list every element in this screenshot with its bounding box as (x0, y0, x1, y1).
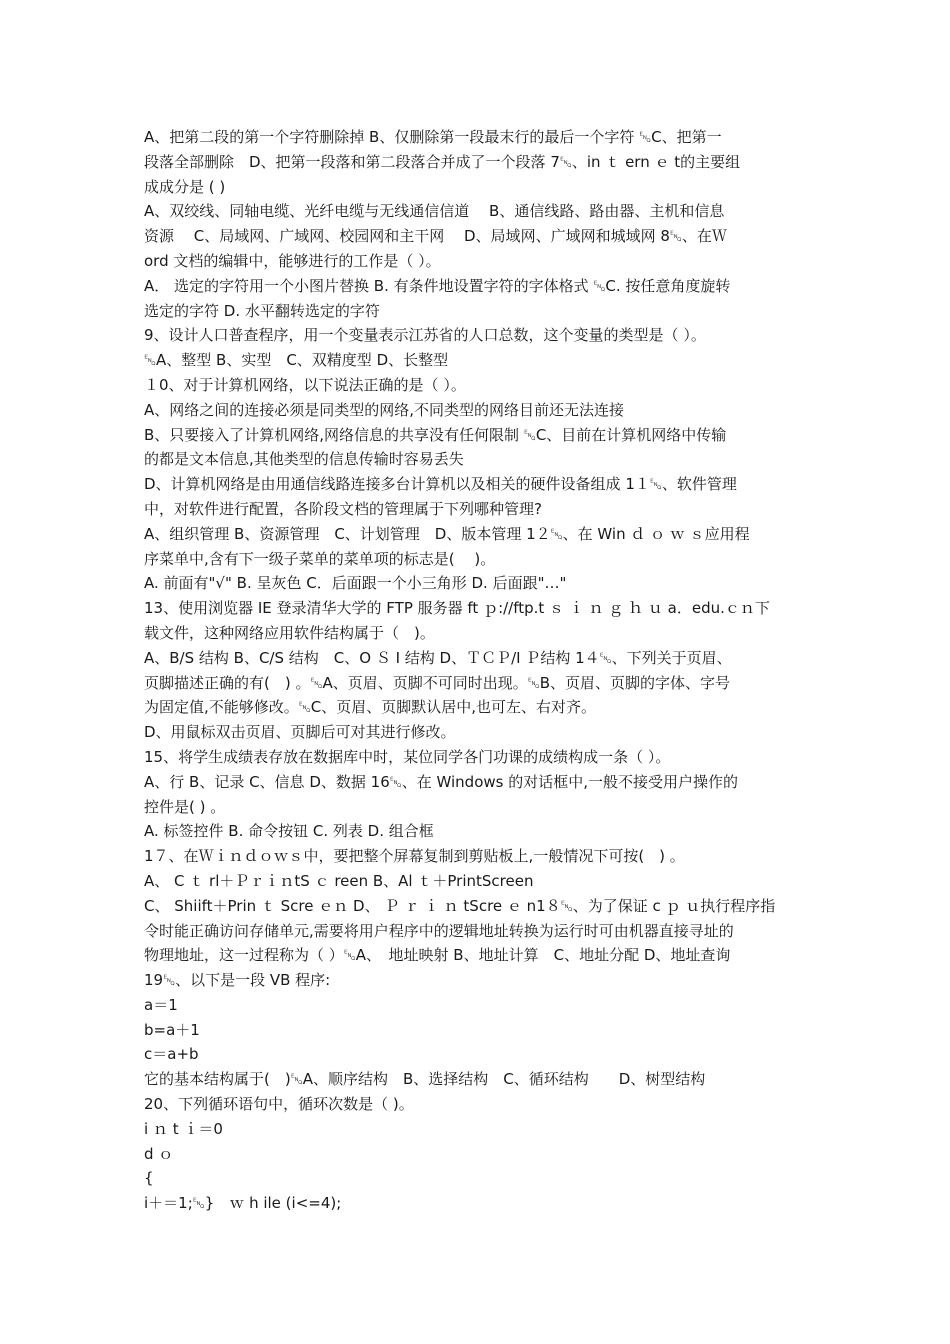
text-line: 令时能正确访问存储单元,需要将用户程序中的逻辑地址转换为运行时可由机器直接寻址的 (144, 921, 734, 940)
code-line: b=a＋1 (144, 1020, 200, 1039)
text-line: A. 前面有"√" B. 呈灰色 C．后面跟一个小三角形 D. 后面跟"…" (144, 574, 567, 593)
code-line: c＝a+b (144, 1045, 199, 1064)
text-line: 成成分是 ( ) (144, 177, 226, 196)
code-line: i ｎ t ｉ＝0 (144, 1119, 223, 1138)
text-line-ftp-url: 13、使用浏览器 IE 登录清华大学的 FTP 服务器 ft ｐ://ftp.t ｓ ｉ ｎ ｇ ｈ ｕ a．edu.ｃｎ下 (144, 599, 770, 618)
text-line: D、计算机网络是由用通信线路连接多台计算机以及相关的硬件设备组成 1１␅、软件管理 (144, 475, 737, 494)
text-line: 资源 C、局域网、广域网、校园网和主干网 D、局域网、广域网和城域网 8␅、在Ｗ (144, 227, 727, 246)
text-line: 20、下列循环语句中，循环次数是（ )。 (144, 1095, 414, 1114)
text-line: 15、将学生成绩表存放在数据库中时，某位同学各门功课的成绩构成一条（ ）。 (144, 747, 671, 766)
text-line: 物理地址，这一过程称为（ ）␅A、 地址映射 B、地址计算 C、地址分配 D、地址查询 (144, 946, 731, 965)
text-line: A、 C ｔ rl＋ＰｒｉｎtS ｃ reen B、Al ｔ＋PrintScreen (144, 871, 534, 890)
text-line: 页脚描述正确的有( ) 。␅A、页眉、页脚不可同时出现。␅B、页眉、页脚的字体、字号 (144, 673, 731, 692)
text-line: 段落全部删除 D、把第一段落和第二段落合并成了一个段落 7␅、in ｔ ern ｅ t的主要组 (144, 152, 741, 171)
text-line: 选定的字符 D. 水平翻转选定的字符 (144, 301, 380, 320)
text-line: 载文件，这种网络应用软件结构属于（ )。 (144, 623, 435, 642)
text-line: 9、设计人口普查程序，用一个变量表示江苏省的人口总数，这个变量的类型是（ ）。 (144, 326, 706, 345)
code-line: a＝1 (144, 995, 178, 1014)
text-line: A、双绞线、同轴电缆、光纤电缆与无线通信信道 B、通信线路、路由器、主机和信息 (144, 202, 725, 221)
text-line: ␅A、整型 B、实型 C、双精度型 D、长整型 (144, 351, 449, 370)
text-line: B、只要接入了计算机网络,网络信息的共享没有任何限制 ␅C、目前在计算机网络中传输 (144, 425, 727, 444)
text-line: A． 选定的字符用一个小图片替换 B. 有条件地设置字符的字体格式 ␅C. 按任意角度旋转 (144, 276, 731, 295)
text-line: 的都是文本信息,其他类型的信息传输时容易丢失 (144, 450, 464, 469)
code-line: d ｏ (144, 1144, 174, 1163)
text-line: ord 文档的编辑中，能够进行的工作是（ ）。 (144, 251, 441, 270)
text-line: 它的基本结构属于( )␅A、顺序结构 B、选择结构 C、循环结构 D、树型结构 (144, 1070, 706, 1089)
code-line: i＋＝1;␅} ｗ h ile (i<=4); (144, 1194, 342, 1213)
text-line: 为固定值,不能够修改。␅C、页眉、页脚默认居中,也可左、右对齐。 (144, 698, 597, 717)
text-line: 序菜单中,含有下一级子菜单的菜单项的标志是( )。 (144, 549, 496, 568)
text-line: D、用鼠标双击页眉、页脚后可对其进行修改。 (144, 723, 456, 742)
text-line: A、组织管理 B、资源管理 C、计划管理 D、版本管理 1２␅、在 Win ｄ ｏ ｗ ｓ应用程 (144, 524, 750, 543)
document-body (144, 125, 804, 1216)
text-line: C、 Shiift＋Prin ｔ Scre ｅｎ D、 Ｐ ｒ ｉ ｎ tScre ｅ n1８␅、为了保证 c ｐ ｕ执行程序指 (144, 896, 776, 915)
text-line: A、行 B、记录 C、信息 D、数据 16␅、在 Windows 的对话框中,一般不接受用户操作的 (144, 772, 739, 791)
text-line: 19␅、以下是一段 VB 程序: (144, 971, 331, 990)
text-line: 1７、在Ｗｉｎｄｏｗｓ中，要把整个屏幕复制到剪贴板上,一般情况下可按( ) 。 (144, 847, 685, 866)
text-line: １0、对于计算机网络，以下说法正确的是（ ）。 (144, 375, 466, 394)
text-line: 中，对软件进行配置，各阶段文档的管理属于下列哪种管理? (144, 499, 542, 518)
text-line: A、把第二段的第一个字符删除掉 B、仅删除第一段最末行的最后一个字符 ␅C、把第一 (144, 128, 722, 146)
code-line: { (144, 1169, 154, 1188)
text-line: 控件是( ) 。 (144, 797, 226, 816)
text-line: A、B/S 结构 B、C/S 结构 C、O Ｓ I 结构 D、ＴＣＰ/I Ｐ结构 1４␅、下列关于页眉、 (144, 648, 732, 667)
text-line: A. 标签控件 B. 命令按钮 C. 列表 D. 组合框 (144, 822, 434, 841)
text-line: A、网络之间的连接必须是同类型的网络,不同类型的网络目前还无法连接 (144, 400, 625, 419)
